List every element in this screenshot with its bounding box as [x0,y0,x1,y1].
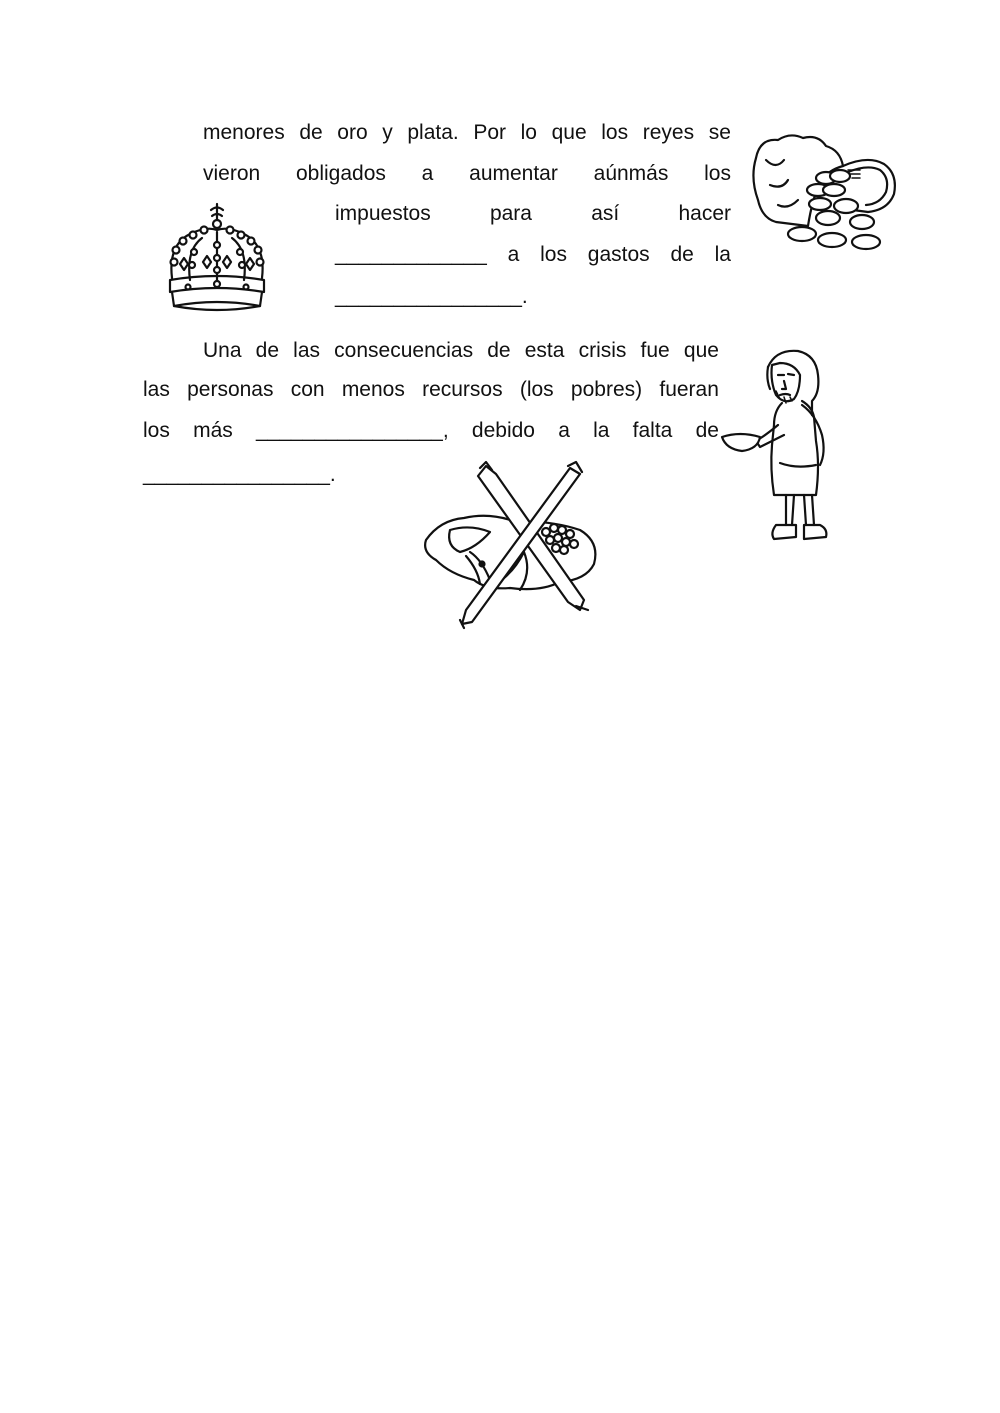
word: los [704,162,731,185]
word: gastos [587,243,650,266]
word: que [551,121,587,144]
word: menores [203,121,285,144]
word: de [299,121,323,144]
word: recursos [422,378,503,401]
paragraph2-line4 [143,462,336,488]
word: la [714,243,731,266]
word: los [143,419,170,442]
word: Por [473,121,507,144]
word: vieron [203,162,261,185]
word: las [143,378,170,401]
word: esta [524,339,565,362]
word: oro [337,121,368,144]
paragraph1-line4 [335,242,731,268]
word: a [507,243,520,266]
paragraph1-line5 [335,284,528,310]
blank-field[interactable]: _____________ [335,243,487,266]
paragraph1-line3 [335,201,731,227]
blank-field[interactable]: ________________. [143,463,336,486]
word: de [487,339,511,362]
word: a [421,162,434,185]
word: menos [341,378,405,401]
word: los [540,243,567,266]
word: las [293,339,321,362]
word: de [255,339,280,362]
word: para [489,202,532,225]
paragraph2-line3 [143,418,719,444]
paragraph1-line2 [203,161,731,187]
word: que [683,339,719,362]
word: reyes [642,121,695,144]
word: los [601,121,629,144]
word: fue [640,339,670,362]
paragraph2-line1 [203,338,719,364]
word: consecuencias [334,339,474,362]
word: a [558,419,570,442]
word: de [670,243,694,266]
word: plata. [407,121,459,144]
word: pobres) [570,378,643,401]
word: Una [203,339,242,362]
word: más [193,419,233,442]
beggar-icon [720,345,845,550]
word: impuestos [335,202,431,225]
word: aumentar [469,162,558,185]
blank-field[interactable]: ________________, [255,419,449,442]
word: hacer [678,202,731,225]
paragraph1-line1 [203,120,731,146]
word: crisis [578,339,627,362]
word: fueran [659,378,719,401]
word: personas [187,378,274,401]
money-bag-icon [748,130,908,265]
word: (los [519,378,554,401]
word: y [382,121,393,144]
crossed-food-icon [420,460,605,630]
word: se [708,121,731,144]
word: la [593,419,610,442]
word: debido [471,419,535,442]
blank-field[interactable]: ________________. [335,285,528,308]
word: así [591,202,620,225]
word: falta [632,419,673,442]
crown-icon [160,200,275,318]
word: obligados [295,162,386,185]
word: aúnmás [593,162,669,185]
paragraph2-line2 [143,377,719,403]
word: lo [520,121,537,144]
word: con [290,378,325,401]
word: de [695,419,719,442]
